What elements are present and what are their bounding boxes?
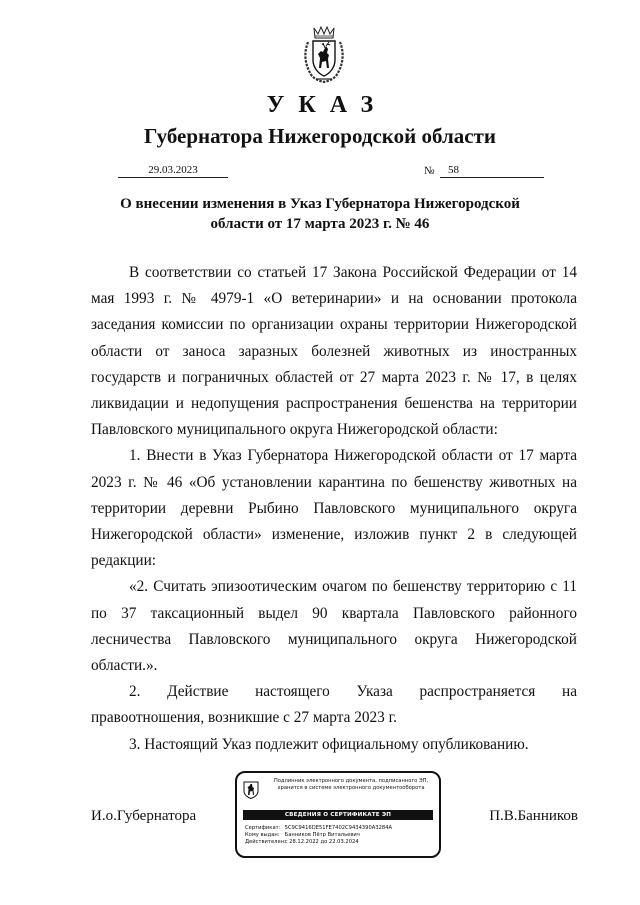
body-paragraph: 1. Внести в Указ Губернатора Нижегородской области от 17 марта 2023 г. № 46 «Об установлении карантина по бешенству животных на территории деревни Рыбино Павловского муниципального округа Нижегородской области» изменение, изложив пункт 2 в следующей редакции: <box>91 447 577 570</box>
decree-number-label: № <box>424 165 435 177</box>
decree-issuer: Губернатора Нижегородской области <box>144 124 496 148</box>
validity-row <box>245 839 437 846</box>
owner-value: Банников Пётр Витальевич <box>284 832 360 839</box>
certificate-label: Сертификат: <box>245 825 281 831</box>
decree-body <box>91 260 577 758</box>
stamp-notice: Подлинник электронного документа, подписанного ЭП, хранится в системе электронного документооборота <box>273 778 429 791</box>
validity-label: Действителен: <box>245 839 286 846</box>
certificate-value: 5C9C9416DE51FE7402C9434390A3284A <box>284 825 393 831</box>
electronic-signature-stamp <box>235 771 441 858</box>
body-paragraph: 2. Действие настоящего Указа распространяется на правоотношения, возникшие с 27 марта 2023 г. <box>91 683 577 727</box>
owner-label: Кому выдан: <box>245 832 280 839</box>
certificate-row <box>245 825 437 832</box>
decree-subject: О внесении изменения в Указ Губернатора Нижегородской области от 17 марта 2023 г. № 46 <box>120 196 520 232</box>
body-paragraph: В соответствии со статьей 17 Закона Российской Федерации от 14 мая 1993 г. № 4979-1 «О ветеринарии» и на основании протокола заседания комиссии по организации охраны территории Нижегородской области от заноса заразных болезней животных из иностранных государств и пограничных областей от 27 марта 2023 г. № 17, в целях ликвидации и недопущения распространения бешенства на территории Павловского муниципального округа Нижегородской области: <box>91 264 577 439</box>
coat-of-arms-icon <box>302 24 346 84</box>
signatory-position: И.о.Губернатора <box>91 808 197 824</box>
coat-of-arms-emblem <box>302 24 346 84</box>
certificate-details <box>245 825 437 847</box>
validity-value: с 28.12.2022 до 22.03.2024 <box>284 839 359 846</box>
decree-number: 58 <box>440 164 544 178</box>
decree-date: 29.03.2023 <box>118 164 228 178</box>
body-paragraph: 3. Настоящий Указ подлежит официальному опубликованию. <box>129 735 529 753</box>
body-paragraph: «2. Считать эпизоотическим очагом по бешенству территорию с 11 по 37 таксационный выдел 90 квартала Павловского районного лесничества Павловского муниципального округа Нижегородской области.». <box>91 578 577 675</box>
signatory-name: П.В.Банников <box>489 808 578 824</box>
stamp-header: СВЕДЕНИЯ О СЕРТИФИКАТЕ ЭП <box>243 810 433 820</box>
region-emblem-icon <box>243 779 259 799</box>
decree-title: УКАЗ <box>266 92 388 118</box>
